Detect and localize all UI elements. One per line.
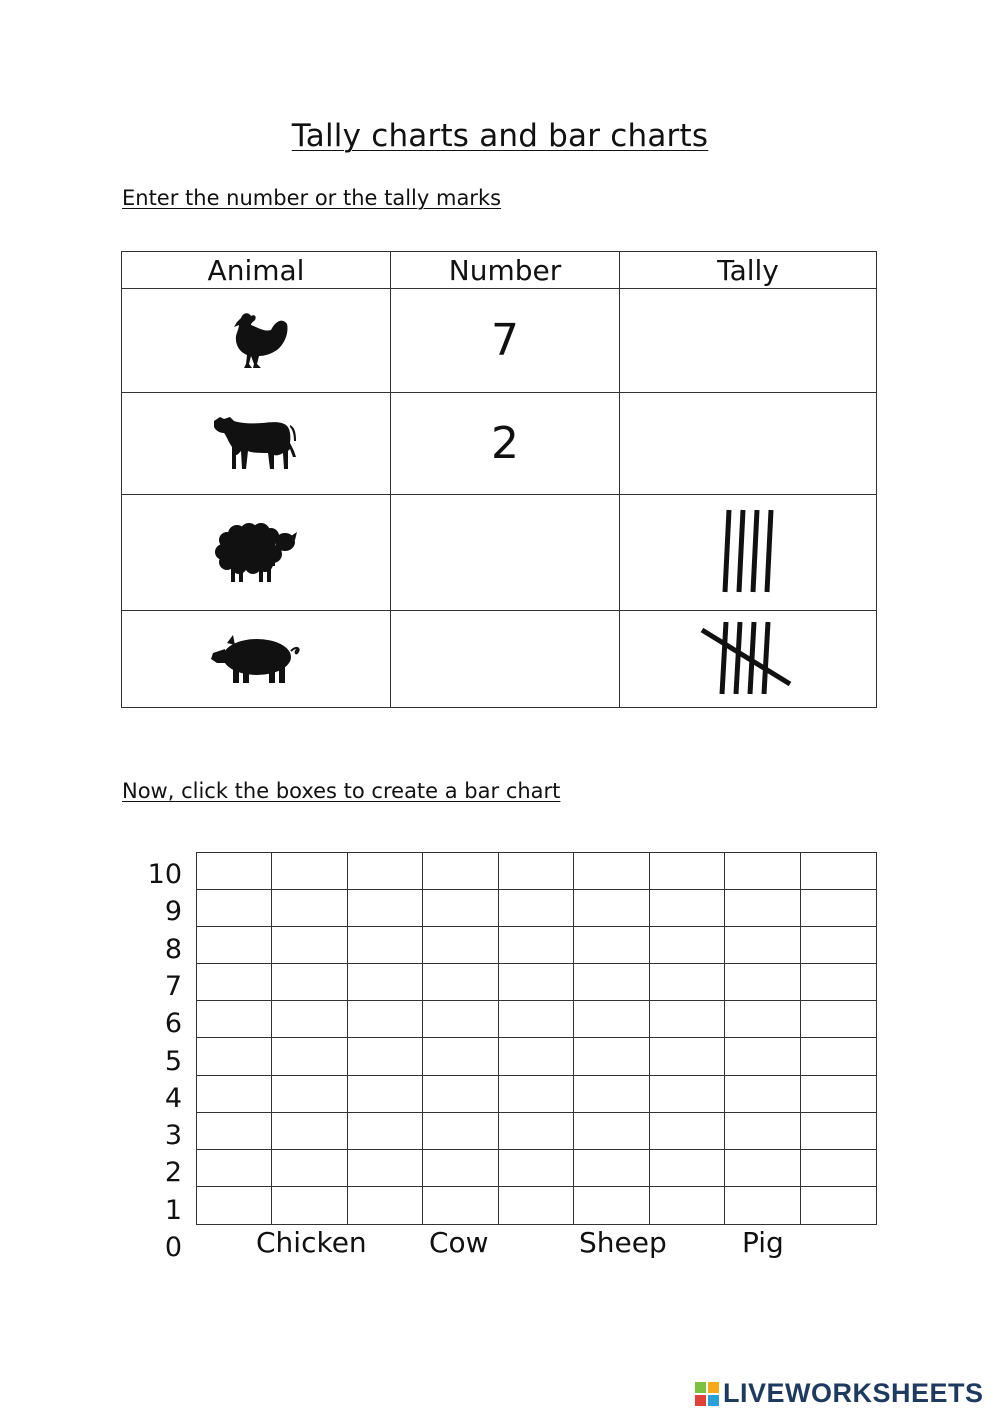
grid-cell[interactable] (650, 1076, 725, 1113)
grid-cell[interactable] (801, 1150, 876, 1187)
grid-cell[interactable] (650, 1038, 725, 1075)
grid-cell[interactable] (423, 1001, 498, 1038)
animal-cell-pig (122, 611, 391, 708)
grid-cell[interactable] (348, 1076, 423, 1113)
grid-cell[interactable] (348, 853, 423, 890)
grid-cell[interactable] (574, 853, 649, 890)
number-input-sheep[interactable] (391, 495, 620, 611)
table-row (122, 611, 877, 708)
grid-cell[interactable] (574, 1187, 649, 1224)
grid-cell[interactable] (574, 1113, 649, 1150)
table-header-row (122, 252, 877, 289)
grid-cell[interactable] (725, 890, 800, 927)
y-axis-label: 7 (164, 970, 182, 1002)
grid-cell[interactable] (650, 890, 725, 927)
grid-cell[interactable] (348, 890, 423, 927)
y-axis-label: 6 (164, 1008, 182, 1040)
grid-cell[interactable] (650, 964, 725, 1001)
grid-cell[interactable] (348, 1038, 423, 1075)
grid-cell[interactable] (725, 1038, 800, 1075)
grid-cell[interactable] (725, 927, 800, 964)
grid-cell[interactable] (423, 964, 498, 1001)
grid-cell[interactable] (272, 853, 347, 890)
x-label-pig: Pig (742, 1226, 784, 1259)
grid-cell[interactable] (348, 1113, 423, 1150)
header-tally: Tally (620, 252, 877, 289)
animal-cell-sheep (122, 495, 391, 611)
number-cell-cow[interactable]: 2 (391, 393, 620, 495)
grid-cell[interactable] (574, 1150, 649, 1187)
grid-cell[interactable] (499, 890, 574, 927)
header-number: Number (391, 252, 620, 289)
grid-cell[interactable] (499, 853, 574, 890)
grid-cell[interactable] (499, 1150, 574, 1187)
number-cell-chicken[interactable]: 7 (391, 289, 620, 393)
grid-cell[interactable] (801, 853, 876, 890)
grid-cell[interactable] (801, 927, 876, 964)
grid-cell[interactable] (272, 1001, 347, 1038)
grid-cell[interactable] (197, 1113, 272, 1150)
grid-cell[interactable] (272, 1187, 347, 1224)
liveworksheets-logo (695, 1378, 984, 1409)
grid-cell[interactable] (423, 890, 498, 927)
instruction-tally: Enter the number or the tally marks (122, 186, 502, 210)
grid-cell[interactable] (574, 1076, 649, 1113)
animal-cell-chicken (122, 289, 391, 393)
grid-cell[interactable] (499, 1076, 574, 1113)
grid-cell[interactable] (725, 853, 800, 890)
grid-cell[interactable] (499, 964, 574, 1001)
grid-cell[interactable] (725, 1187, 800, 1224)
logo-mark-icon (695, 1382, 719, 1406)
grid-cell[interactable] (197, 964, 272, 1001)
tally-input-chicken[interactable] (620, 289, 877, 393)
grid-cell[interactable] (499, 1187, 574, 1224)
x-label-chicken: Chicken (256, 1226, 367, 1259)
grid-cell[interactable] (801, 1038, 876, 1075)
grid-cell[interactable] (348, 927, 423, 964)
grid-cell[interactable] (801, 1113, 876, 1150)
logo-text: LIVEWORKSHEETS (723, 1378, 984, 1408)
grid-cell[interactable] (197, 927, 272, 964)
y-axis-label: 10 (147, 859, 182, 890)
y-axis-label: 0 (164, 1232, 182, 1263)
grid-cell[interactable] (423, 853, 498, 890)
tally-cell-pig (620, 611, 877, 708)
grid-cell[interactable] (423, 1038, 498, 1075)
grid-cell[interactable] (272, 1150, 347, 1187)
grid-cell[interactable] (499, 1113, 574, 1150)
table-row (122, 495, 877, 611)
number-input-pig[interactable] (391, 611, 620, 708)
grid-cell[interactable] (272, 1038, 347, 1075)
y-axis-label: 9 (164, 896, 182, 928)
grid-cell[interactable] (574, 964, 649, 1001)
cow-icon (122, 411, 390, 477)
tally-table (121, 251, 877, 708)
table-row (122, 289, 877, 393)
pig-icon (122, 633, 390, 685)
y-axis-label: 4 (164, 1082, 182, 1114)
grid-cell[interactable] (499, 1038, 574, 1075)
grid-cell[interactable] (272, 964, 347, 1001)
grid-cell[interactable] (650, 1001, 725, 1038)
grid-cell[interactable] (725, 1076, 800, 1113)
grid-cell[interactable] (197, 1038, 272, 1075)
grid-cell[interactable] (499, 1001, 574, 1038)
grid-cell[interactable] (272, 1113, 347, 1150)
grid-cell[interactable] (348, 1187, 423, 1224)
grid-cell[interactable] (725, 1113, 800, 1150)
grid-cell[interactable] (197, 890, 272, 927)
grid-cell[interactable] (423, 1187, 498, 1224)
sheep-icon (122, 522, 390, 584)
grid-cell[interactable] (650, 853, 725, 890)
grid-cell[interactable] (423, 1076, 498, 1113)
grid-cell[interactable] (725, 1150, 800, 1187)
grid-cell[interactable] (197, 1001, 272, 1038)
grid-cell[interactable] (197, 1076, 272, 1113)
instruction-bar-chart: Now, click the boxes to create a bar chart (122, 779, 561, 803)
animal-cell-cow (122, 393, 391, 495)
grid-cell[interactable] (574, 927, 649, 964)
y-axis-label: 3 (164, 1120, 182, 1152)
x-label-sheep: Sheep (579, 1226, 667, 1259)
chicken-icon (122, 310, 390, 372)
grid-cell[interactable] (499, 927, 574, 964)
y-axis-label: 1 (164, 1194, 182, 1226)
page-title: Tally charts and bar charts (291, 118, 709, 154)
grid-cell[interactable] (423, 1113, 498, 1150)
tally-input-cow[interactable] (620, 393, 877, 495)
grid-cell[interactable] (650, 1187, 725, 1224)
grid-cell[interactable] (801, 890, 876, 927)
grid-cell[interactable] (272, 890, 347, 927)
grid-cell[interactable] (348, 964, 423, 1001)
grid-cell[interactable] (574, 1038, 649, 1075)
grid-cell[interactable] (348, 1001, 423, 1038)
grid-cell[interactable] (650, 1150, 725, 1187)
bar-chart-grid (196, 852, 877, 1225)
y-axis-label: 5 (164, 1045, 182, 1077)
tally-marks-5 (698, 683, 798, 702)
table-row (122, 393, 877, 495)
y-axis-label: 2 (164, 1157, 182, 1189)
grid-cell[interactable] (197, 1187, 272, 1224)
grid-cell[interactable] (650, 927, 725, 964)
grid-cell[interactable] (272, 927, 347, 964)
grid-cell[interactable] (801, 964, 876, 1001)
x-label-cow: Cow (429, 1226, 489, 1259)
grid-cell[interactable] (801, 1187, 876, 1224)
grid-cell[interactable] (574, 890, 649, 927)
grid-cell[interactable] (423, 927, 498, 964)
grid-cell[interactable] (725, 1001, 800, 1038)
y-axis-label: 8 (164, 933, 182, 965)
grid-cell[interactable] (574, 1001, 649, 1038)
grid-cell[interactable] (801, 1001, 876, 1038)
header-animal: Animal (122, 252, 391, 289)
grid-cell[interactable] (650, 1113, 725, 1150)
grid-cell[interactable] (348, 1150, 423, 1187)
grid-cell[interactable] (423, 1150, 498, 1187)
grid-cell[interactable] (801, 1076, 876, 1113)
grid-cell[interactable] (197, 1150, 272, 1187)
grid-cell[interactable] (197, 853, 272, 890)
tally-cell-sheep (620, 495, 877, 611)
grid-cell[interactable] (725, 964, 800, 1001)
tally-marks-4 (713, 581, 783, 600)
grid-cell[interactable] (272, 1076, 347, 1113)
